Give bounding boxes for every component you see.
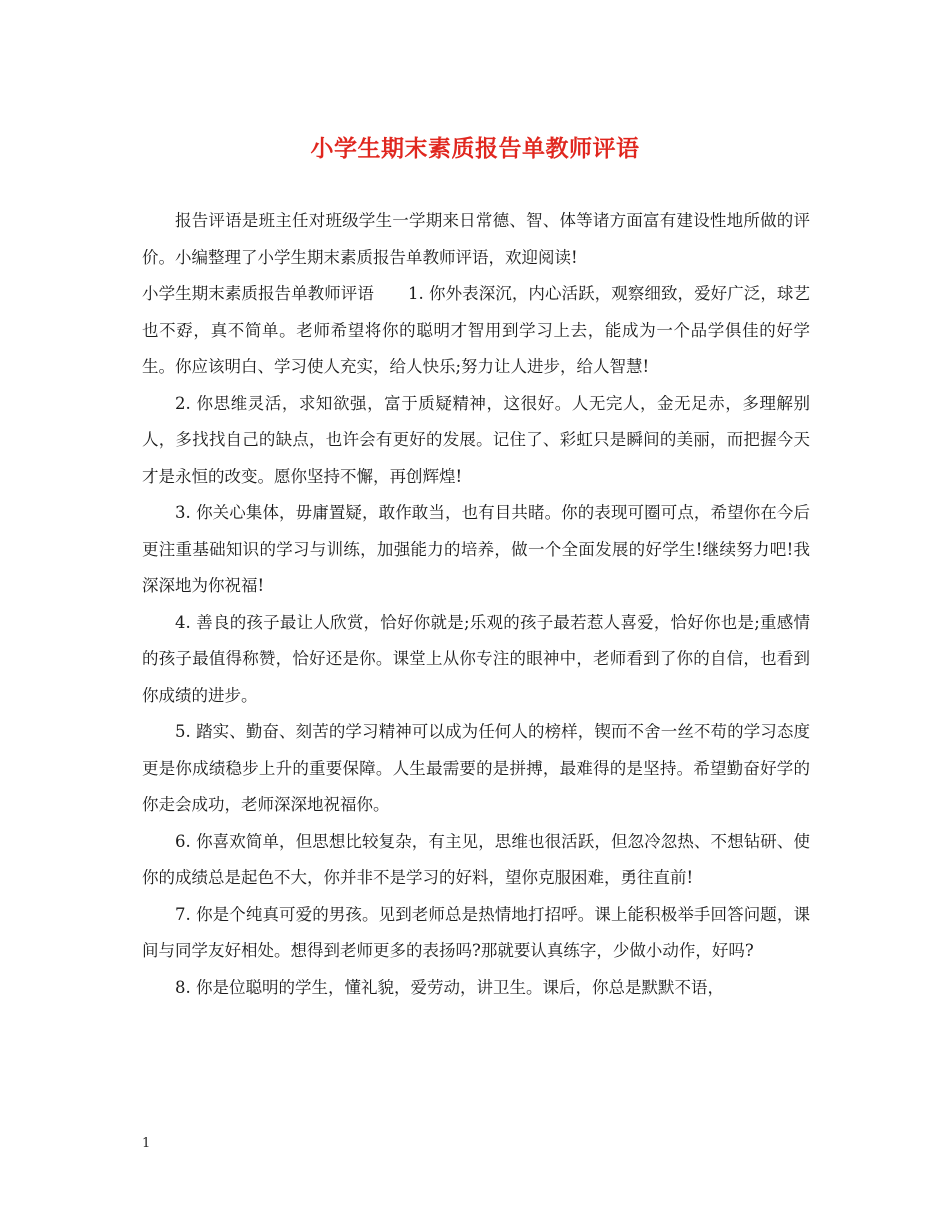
document-title: 小学生期末素质报告单教师评语 [310, 135, 640, 162]
comment-3: 3. 你关心集体，毋庸置疑，敢作敢当，也有目共睹。你的表现可圈可点，希望你在今后更注重基础知识的学习与训练，加强能力的培养，做一个全面发展的好学生!继续努力吧!我深深地为你祝福! [142, 503, 810, 595]
comment-7: 7. 你是个纯真可爱的男孩。见到老师总是热情地打招呼。课上能积极举手回答问题，课间与同学友好相处。想得到老师更多的表扬吗?那就要认真练字，少做小动作，好吗? [142, 904, 810, 960]
comment-5: 5. 踏实、勤奋、刻苦的学习精神可以成为任何人的榜样，锲而不舍一丝不苟的学习态度更是你成绩稳步上升的重要保障。人生最需要的是拼搏，最难得的是坚持。希望勤奋好学的你走会成功，老师深深地祝福你。 [142, 722, 810, 814]
subheading: 小学生期末素质报告单教师评语 [142, 284, 374, 303]
comment-8: 8. 你是位聪明的学生，懂礼貌，爱劳动，讲卫生。课后，你总是默默不语， [175, 977, 724, 997]
comment-6: 6. 你喜欢简单，但思想比较复杂，有主见，思维也很活跃，但忽冷忽热、不想钻研、使你的成绩总是起色不大，你并非不是学习的好料，望你克服困难，勇往直前! [142, 831, 810, 887]
comment-1-paragraph [142, 276, 810, 386]
page-number: 1 [142, 1136, 151, 1151]
comment-1: 1. 你外表深沉，内心活跃，观察细致，爱好广泛，球艺也不孬，真不简单。老师希望将你的聪明才智用到学习上去，能成为一个品学俱佳的好学生。你应该明白、学习使人充实，给人快乐;努力让人进步，给人智慧! [142, 284, 810, 376]
comment-2: 2. 你思维灵活，求知欲强，富于质疑精神，这很好。人无完人，金无足赤，多理解别人，多找找自己的缺点，也许会有更好的发展。记住了、彩虹只是瞬间的美丽，而把握今天才是永恒的改变。愿你坚持不懈，再创辉煌! [142, 393, 810, 486]
document-body [142, 203, 810, 1006]
intro-paragraph: 报告评语是班主任对班级学生一学期来日常德、智、体等诸方面富有建设性地所做的评价。小编整理了小学生期末素质报告单教师评语，欢迎阅读! [142, 211, 810, 267]
comment-4: 4. 善良的孩子最让人欣赏，恰好你就是;乐观的孩子最若惹人喜爱，恰好你也是;重感情的孩子最值得称赞，恰好还是你。课堂上从你专注的眼神中，老师看到了你的自信，也看到你成绩的进步。 [142, 612, 810, 705]
